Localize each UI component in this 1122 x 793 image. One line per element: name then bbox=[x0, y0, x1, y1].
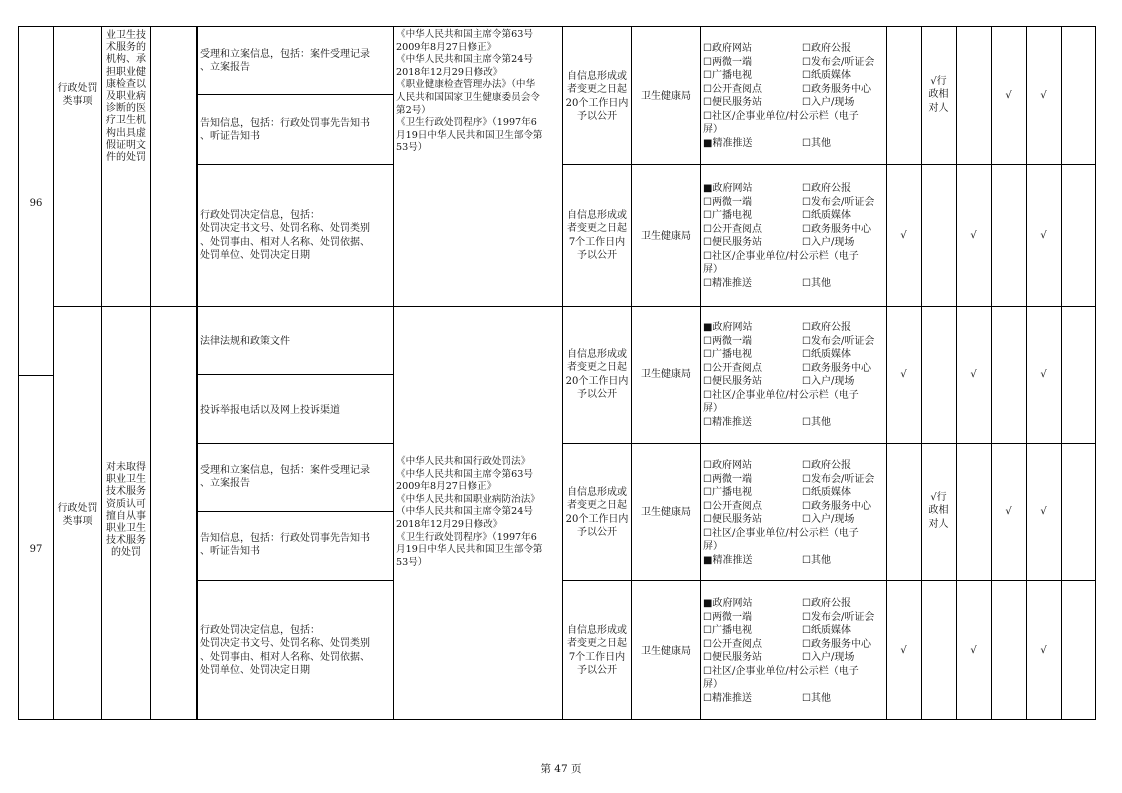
channel-option: ☐社区/企事业单位/村公示栏（电子 屏） bbox=[703, 251, 859, 276]
agency: 卫生健康局 bbox=[641, 507, 691, 518]
channel-option: ☐政府公报 bbox=[802, 183, 851, 194]
table-border-top bbox=[18, 26, 1096, 27]
check-mark: √ bbox=[970, 369, 977, 380]
channel-option: ☐政府公报 bbox=[802, 598, 851, 609]
col-line bbox=[921, 26, 922, 720]
row-line bbox=[562, 580, 1096, 581]
item-name: 对未取得 职业卫生 技术服务 资质认可 擅自从事 职业卫生 技术服务 的处罚 bbox=[106, 462, 146, 559]
channel-option: ☐政务服务中心 bbox=[802, 83, 871, 95]
col-line bbox=[150, 26, 151, 720]
content-notice-info: 告知信息，包括：行政处罚事先告知书 、听证告知书 bbox=[200, 533, 370, 558]
agency: 卫生健康局 bbox=[641, 91, 691, 102]
col-line bbox=[700, 26, 701, 720]
channel-option: ☐公开查阅点 bbox=[703, 638, 762, 650]
row-line bbox=[196, 306, 394, 307]
check-mark: √ bbox=[970, 645, 977, 656]
row-line bbox=[393, 306, 563, 307]
channel-option: ☐政务服务中心 bbox=[802, 362, 871, 374]
channel-option: ■政府网站 bbox=[703, 183, 753, 194]
channel-option: ☐政务服务中心 bbox=[802, 500, 871, 512]
channel-option: ☐其他 bbox=[802, 278, 831, 290]
specific-party-mark: √行 政相 对人 bbox=[928, 492, 949, 530]
check-mark: √ bbox=[1005, 90, 1012, 101]
channel-option: ☐便民服务站 bbox=[703, 237, 762, 249]
channel-option: ☐便民服务站 bbox=[703, 514, 762, 526]
channel-option: ☐社区/企事业单位/村公示栏（电子 屏） bbox=[703, 528, 859, 553]
channel-option: ☐其他 bbox=[802, 555, 831, 567]
check-mark: √ bbox=[970, 230, 977, 241]
row-line bbox=[562, 306, 1096, 307]
category-label: 行政处罚 类事项 bbox=[57, 83, 98, 108]
page-number: 第 47 页 bbox=[540, 763, 582, 775]
content-decision-info: 行政处罚决定信息，包括： 处罚决定书文号、处罚名称、处罚类别 、处罚事由、相对人名称、处罚依据、 处罚单位、处罚决定日期 bbox=[200, 210, 370, 262]
row-line bbox=[196, 94, 394, 95]
row-line bbox=[53, 306, 197, 307]
channel-option: ☐入户/现场 bbox=[802, 237, 855, 249]
channel-option: ☐政务服务中心 bbox=[802, 638, 871, 650]
check-mark: √ bbox=[1040, 506, 1047, 517]
disclosure-timing: 自信息形成或 者变更之日起 20个工作日内 予以公开 bbox=[565, 487, 629, 539]
item-name: 业卫生技 术服务的 机构、承 担职业健 康检查以 及职业病 诊断的医 疗卫生机 构出具虚 假证明文 件的处罚 bbox=[106, 30, 146, 164]
channel-option: ☐公开查阅点 bbox=[703, 223, 762, 235]
channel-option: ☐入户/现场 bbox=[802, 97, 855, 109]
disclosure-timing: 自信息形成或 者变更之日起 7个工作日内 予以公开 bbox=[567, 625, 627, 677]
col-line bbox=[1061, 26, 1062, 720]
channel-option: ☐政府公报 bbox=[802, 322, 851, 333]
content-laws: 法律法规和政策文件 bbox=[200, 336, 290, 347]
channel-option: ☐入户/现场 bbox=[802, 376, 855, 388]
channel-option: ☐社区/企事业单位/村公示栏（电子 屏） bbox=[703, 111, 859, 136]
channel-option: ☐纸质媒体 bbox=[802, 210, 851, 222]
disclosure-timing: 自信息形成或 者变更之日起 7个工作日内 予以公开 bbox=[567, 210, 627, 262]
channel-option: ☐广播电视 bbox=[703, 70, 752, 82]
channel-option: ☐两微一端 bbox=[703, 196, 752, 208]
check-mark: √ bbox=[1040, 645, 1047, 656]
row-line bbox=[562, 443, 1096, 444]
channel-option: ☐政府网站 bbox=[703, 460, 752, 471]
agency: 卫生健康局 bbox=[641, 646, 691, 657]
agency: 卫生健康局 bbox=[641, 369, 691, 380]
channel-option: ☐其他 bbox=[802, 417, 831, 429]
channel-option: ☐政府公报 bbox=[802, 43, 851, 54]
table-border-right bbox=[1095, 26, 1096, 720]
disclosure-timing: 自信息形成或 者变更之日起 20个工作日内 予以公开 bbox=[565, 349, 629, 401]
channel-option: ☐广播电视 bbox=[703, 210, 752, 222]
legal-basis: 《中华人民共和国主席令第63号 2009年8月27日修正》 《中华人民共和国主席令第24号 2018年12月29日修改》 《职业健康检查管理办法》（中华 人民共和国国家卫生健康委员会令 第2号） 《卫生行政处罚程序》（1997年6 月19日中华人民共和国卫生部令第 53号） bbox=[396, 29, 543, 154]
channel-option: ☐广播电视 bbox=[703, 487, 752, 499]
channel-option: ☐其他 bbox=[802, 138, 831, 150]
channel-option: ☐精准推送 bbox=[703, 693, 752, 705]
disclosure-timing: 自信息形成或 者变更之日起 20个工作日内 予以公开 bbox=[565, 71, 629, 123]
channel-option: ☐纸质媒体 bbox=[802, 625, 851, 637]
table-border-left bbox=[18, 26, 19, 720]
row-line bbox=[196, 580, 394, 581]
category-label: 行政处罚 类事项 bbox=[57, 503, 98, 528]
channel-option: ☐两微一端 bbox=[703, 56, 752, 68]
channel-option: ☐公开查阅点 bbox=[703, 500, 762, 512]
channel-option: ☐入户/现场 bbox=[802, 652, 855, 664]
channel-option: ☐其他 bbox=[802, 693, 831, 705]
legal-basis: 《中华人民共和国行政处罚法》 《中华人民共和国主席令第63号 2009年8月27日修正》 《中华人民共和国职业病防治法》 （中华人民共和国主席令第24号 2018年12月29日修改》 《卫生行政处罚程序》（1997年6 月19日中华人民共和国卫生部令第 53号） bbox=[396, 456, 543, 568]
channel-option: ☐精准推送 bbox=[703, 278, 752, 290]
col-line bbox=[53, 26, 54, 720]
row-line bbox=[196, 374, 394, 375]
channel-option: ☐两微一端 bbox=[703, 335, 752, 347]
row-id: 97 bbox=[29, 544, 43, 555]
check-mark: √ bbox=[1040, 369, 1047, 380]
col-line bbox=[197, 26, 198, 720]
channel-option: ■精准推送 bbox=[703, 555, 753, 567]
channel-option: ☐纸质媒体 bbox=[802, 487, 851, 499]
channel-option: ☐广播电视 bbox=[703, 625, 752, 637]
channel-option: ■政府网站 bbox=[703, 598, 753, 609]
row-line bbox=[196, 164, 394, 165]
channel-option: ■政府网站 bbox=[703, 322, 753, 333]
row-line bbox=[18, 375, 54, 376]
channel-option: ☐便民服务站 bbox=[703, 376, 762, 388]
specific-party-mark: √行 政相 对人 bbox=[928, 76, 949, 114]
channel-option: ☐发布会/听证会 bbox=[802, 611, 875, 623]
channel-option: ☐公开查阅点 bbox=[703, 83, 762, 95]
check-mark: √ bbox=[900, 369, 907, 380]
check-mark: √ bbox=[1040, 230, 1047, 241]
channel-option: ☐便民服务站 bbox=[703, 97, 762, 109]
col-line bbox=[393, 26, 394, 720]
channel-option: ☐精准推送 bbox=[703, 417, 752, 429]
row-id: 96 bbox=[29, 198, 43, 209]
channel-option: ☐两微一端 bbox=[703, 473, 752, 485]
channel-option: ☐社区/企事业单位/村公示栏（电子 屏） bbox=[703, 390, 859, 415]
channel-option: ☐便民服务站 bbox=[703, 652, 762, 664]
agency: 卫生健康局 bbox=[641, 231, 691, 242]
check-mark: √ bbox=[900, 645, 907, 656]
channel-option: ☐纸质媒体 bbox=[802, 349, 851, 361]
check-mark: √ bbox=[900, 230, 907, 241]
channel-option: ☐发布会/听证会 bbox=[802, 335, 875, 347]
row-line bbox=[196, 443, 394, 444]
channel-option: ■精准推送 bbox=[703, 138, 753, 150]
content-notice-info: 告知信息，包括：行政处罚事先告知书 、听证告知书 bbox=[200, 118, 370, 143]
content-complaint: 投诉举报电话以及网上投诉渠道 bbox=[200, 405, 340, 416]
row-line bbox=[196, 511, 394, 512]
content-decision-info: 行政处罚决定信息，包括： 处罚决定书文号、处罚名称、处罚类别 、处罚事由、相对人名称、处罚依据、 处罚单位、处罚决定日期 bbox=[200, 625, 370, 677]
channel-option: ☐发布会/听证会 bbox=[802, 473, 875, 485]
check-mark: √ bbox=[1005, 506, 1012, 517]
table-border-bottom bbox=[18, 719, 1096, 720]
channel-option: ☐纸质媒体 bbox=[802, 70, 851, 82]
check-mark: √ bbox=[1040, 90, 1047, 101]
col-line bbox=[991, 26, 992, 720]
channel-option: ☐入户/现场 bbox=[802, 514, 855, 526]
content-case-info: 受理和立案信息，包括：案件受理记录 、立案报告 bbox=[200, 465, 370, 490]
channel-option: ☐发布会/听证会 bbox=[802, 56, 875, 68]
channel-option: ☐社区/企事业单位/村公示栏（电子 屏） bbox=[703, 666, 859, 691]
channel-option: ☐广播电视 bbox=[703, 349, 752, 361]
channel-option: ☐政府公报 bbox=[802, 460, 851, 471]
row-line bbox=[562, 164, 1096, 165]
channel-option: ☐公开查阅点 bbox=[703, 362, 762, 374]
channel-option: ☐两微一端 bbox=[703, 611, 752, 623]
channel-option: ☐政府网站 bbox=[703, 43, 752, 54]
channel-option: ☐发布会/听证会 bbox=[802, 196, 875, 208]
channel-option: ☐政务服务中心 bbox=[802, 223, 871, 235]
content-case-info: 受理和立案信息，包括：案件受理记录 、立案报告 bbox=[200, 49, 370, 74]
